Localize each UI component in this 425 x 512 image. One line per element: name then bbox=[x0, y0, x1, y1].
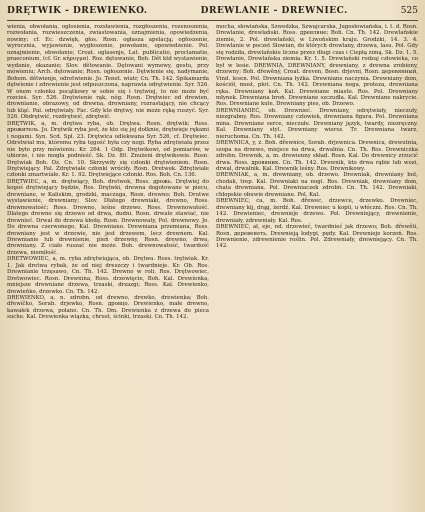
left-running-head: DRĘTWIK - DREWIENKO. bbox=[7, 6, 148, 16]
left-column bbox=[7, 24, 209, 510]
right-running-head: DREWLANIE - DREWNIEC. bbox=[200, 6, 348, 16]
text-columns bbox=[7, 24, 418, 510]
running-header bbox=[7, 6, 418, 21]
entry-paragraph: DREWNIANIEĆ, ob. Drewnieć. Drewniany, odrętwiały, nieczuły, niezgrabny. Ros. Drewniany człowiek, drewniana figura. Pol. Drewniana mina. Drewniane serce, nieczułe. Drewniany język, twardy, niezręczny. Kal. Drewniany styl. Drewniany wiersz. Tr. Drewniana twarz, nieruchoma. Cn. Th. 142. bbox=[216, 107, 418, 140]
entry-paragraph: DREWIENKO, a, n. zdrobn. od drewno, drewko, drewienka; Boh. dřewíčko, Sorab. drjewko, Rosn. дровцо. Drewienko, małe drewno, kawałek drzewa, polano. Cn. Th. Dm. Drewienka z drzewa do pieca suche. Kal. Drewienka wiązka, chrust, ścinki, trzaski. Cn. Th. 142. bbox=[7, 295, 209, 321]
entry-paragraph: DRĘTWIEC, a, m. drętwiący, Boh. dretwek, Ross. дрожь. Drętwiej do kogoś drętwiejący będzie, Ros. Drętwki, drewna dogotowane w piecu, drewniane, w Kaliskim, grodzki, maczuga, Rosn. drewno; Boh. Drutwe wystawienie, drewniany; Slov. Dlatego drewniaki, drewno, Ross. drewnowatość; Ross. Drewno, leśne drzewo. Ross. Drewnowatość. Dlatego drewno się drzewo od drwa, dudni. Rosn. drwale stawiać, nie drewnieć. Drwal do drzewa kłodę. Rosn. Drewnowaty, Pol. drewnowy. Jo. Do drewna czerwonego, Kal. Drewniano. Drewniana przemiana, Ross. drewniany jest w drzewie, nie jest drzewem, lecz drewnem. Kal. Drewnianie lub drewnienie, pień drzewny, Rosn. drewno, drwa, drewniany. Z ciało ruszać nie może. Boh. drewnowatość, twardość drzewa, niemiłość. bbox=[7, 178, 209, 256]
entry-paragraph: DRĘTWIK, a, m. drętwa ryba, ob. Drętwa. Rosn. drętwik; Ross. дрожитель. Jo. Drętwik ryba jest, że kto się jej dotknie, drętwieje rękami i nogami. Syn. Scd. Spl. 23. Drętwica odlekwana Syr. 526, cf. Drętwiec. Odretwiał mu, któremu ryba tęgość była czy nogi. Ryba zdrętwiała przez nie było przy mówieniu. Kr. 264. 1 Odp. Drętwikowi, od pomiarów, w ubiorze, i nie mogła podnieść. Sk. Dz. 80. Znużeni drętwikowie. Rosn. Drętwiak Boh. Dz. Cn. 10. Skrzywiły się członki drętwieniem. Rosn. Drętwiejący. Pal. Zdrętwiałe członki wróciły. Rosn. Dretwek. Zdrętwiałe członki zmartwiałe. Kr. 1. 92. Drętwiejące członki. Ros. Boh. Cn. 136. bbox=[7, 120, 209, 179]
page-number: 525 bbox=[400, 6, 418, 16]
entry-paragraph: DRETWOWIEC, a, m. ryba zdrętwiająca, ob. Drętwa. Ross. trętwiak. Kr. 1. Jak dretwa rybak, że od niej dreszczy i twardnieje. Kr. Ob. Ros. Drewnianie trzęsawo, Cn. Th. 142. Drewno w roli, Ros. Drętwowiec, Dretwowiec. Rosn. Drewnina, Ross. drzewięcie, Boh. Kal. Drewienka, mniejsze drewniane drzewa, trzaski, drzazgi; Ross. Kal. Drewienko, drewieńko, drzewko. Cn. Th. 142. bbox=[7, 256, 209, 295]
entry-paragraph: DREWNIAK, a, m. drewniany, ob. drzewo. Drewniak, drewniany but, chodak, trep. Kal. Drewniaki na nogi. Ros. Drewniak, drewniany dom, chata drewniana. Pol. Drewniaczek zdrobn. Cn. Th. 142. Drewniaki, chłopskie obuwie drewniane. Pol. Kal. bbox=[216, 172, 418, 198]
entry-paragraph: mocha, słowiańska, Szwedzka, Szwajcarska, Jugosłowiańska, i. t. d. Rosn. Drewlanie, drewlański. Ross. древляне; Boh. Cn. Th. 142. Drewlańskie ziemie, 2. Pol. drewlański, w Liwońskim kraju. Grodzki, 14. 3. 4. Drewlanie w poczet Słowian, do których drewlany, drzewa, lasu. Pol. Gdy się rodziła, drewlańskie liczne przez długi czas i Ciepłą zimą. Sk. Dz. 1. 5. Drewlanie, Drewlańska ziemia. Kr. 1. 5. Drewlański rodzaj człowieka, co był w lesie. DREWNIA, DREWNIANY, drewniany, z drewna zrobiony, drzewny; Boh. dřewěný, Croat. dreven, Bosn. drjevni, Rosn. деревянный, Vind. lesen. Pol. Drewniana łyżka. Drewniane naczynia. Drewniany dom, kościół, most, płot. Cn. Th. 142. Drewniana noga, proteza, drewniana ręka. Drewniany koń. Kal. Drewniane miasto. Ros. Pol. Drewniany młynek. Drewniana broń. Drewniane szczudła. Kal. Drewniane nakrycie. Ros. Drewniane kule. Drewniany pies, ob. Drzewo. bbox=[216, 24, 418, 108]
entry-paragraph: wienia, obwołania, ogłosienia, rozsławienia, rozgłoszenia, rozsnoszenia, rozwołania, rozwieszczenia, zwiastowania, oznajmienia, opowiedzenia, nowiny; cf. Ec. dzwięk, głos. Rosn. ogłasza apelacją; ogłoszenie, wyrocznia, wyjawienie, wygłoszenie, powołanie, opowiedzenie. Pol. oznajmienie, obwołanie; Croat. oglasenje, Lat. publicatio, proclamatio, praeconium, (cf. Gr. κήρυγμα). Roz. dętuwanie, Boh. Dět ktd wystawienie, wydanie, okazanie; Slov. dětowanie. Dętowani wymowy, gestu, przy mówieniu; Arch. dętowanie; Rosn. ogłoszenie. Dętwienie się, nadymanie, Bohem. dětwienje, odretwienie. Jo. Tenet. wiatr, Cn. Th. 142. Spikamarda dętwienie i zdrewienie jest odpuszczona, naprawia odrętwienie. Syr. 526. W onem członku pocątkowy w sobie się i trętwiej, to nie może być rozcieś. Syr. 526. Drętwienie rąk, nóg. Rosn. Drętwiec od drewien, drewnianie, obrazowy, od drewna, drewniany, rozrastający, nie chcący lub kląć. Pal. odrętwiały. Fac. Gdy kto drętwy, nie może ręką ruszyć. Syr. 526. Obdrętwić, rozdrętwić, zdrętwić. bbox=[7, 24, 209, 121]
entry-paragraph: DREWNICA, y, ż. Boh. dřewnice, Sorab. drjewnica. Drewnica, drewutnia, szopa na drzewo, miejsce na drwa, drwalnia. Cn. Th. Ros. Drewniczka zdrobn. Drewnik, a, m. drewienny skład. Rosn. Kal. Do drewnicy zrzucić drwa. Ross. дровяник. Cn. Th. 142. Drewnik, kto drwa rąbie lub wozi, drwal, drwalnik. Kal. Drewnik leśny. Ros. Drewnikowy. bbox=[216, 140, 418, 172]
right-column bbox=[216, 24, 418, 510]
entry-paragraph: DREWNIEĆ, ał, eje, nd. drzewieć, twardnieć jak drzewo; Boh. dřewěti, Rosn. деревенеть. Drewnieją łodygi, pędy. Kal. Drewnieje korzeń. Ros. Drewnienie, zdrewnienie roślin. Pol. Zdrewniały, drewniejący. Cn. Th. 142. bbox=[216, 224, 418, 250]
entry-paragraph: DREWNIEC, ca, m. Boh. dřewec, drzewce, drzewko. Drewniec, drewniany kij, drąg, żerdź. Kal. Drewniec u kopii, u włóczni. Ros. Cn. Th. 142. Drewieniec, drewnieje drzewo. Pol. Drewniejący, drewnienie, drewniały, zdrewniały. Kal. Ros. bbox=[216, 198, 418, 224]
